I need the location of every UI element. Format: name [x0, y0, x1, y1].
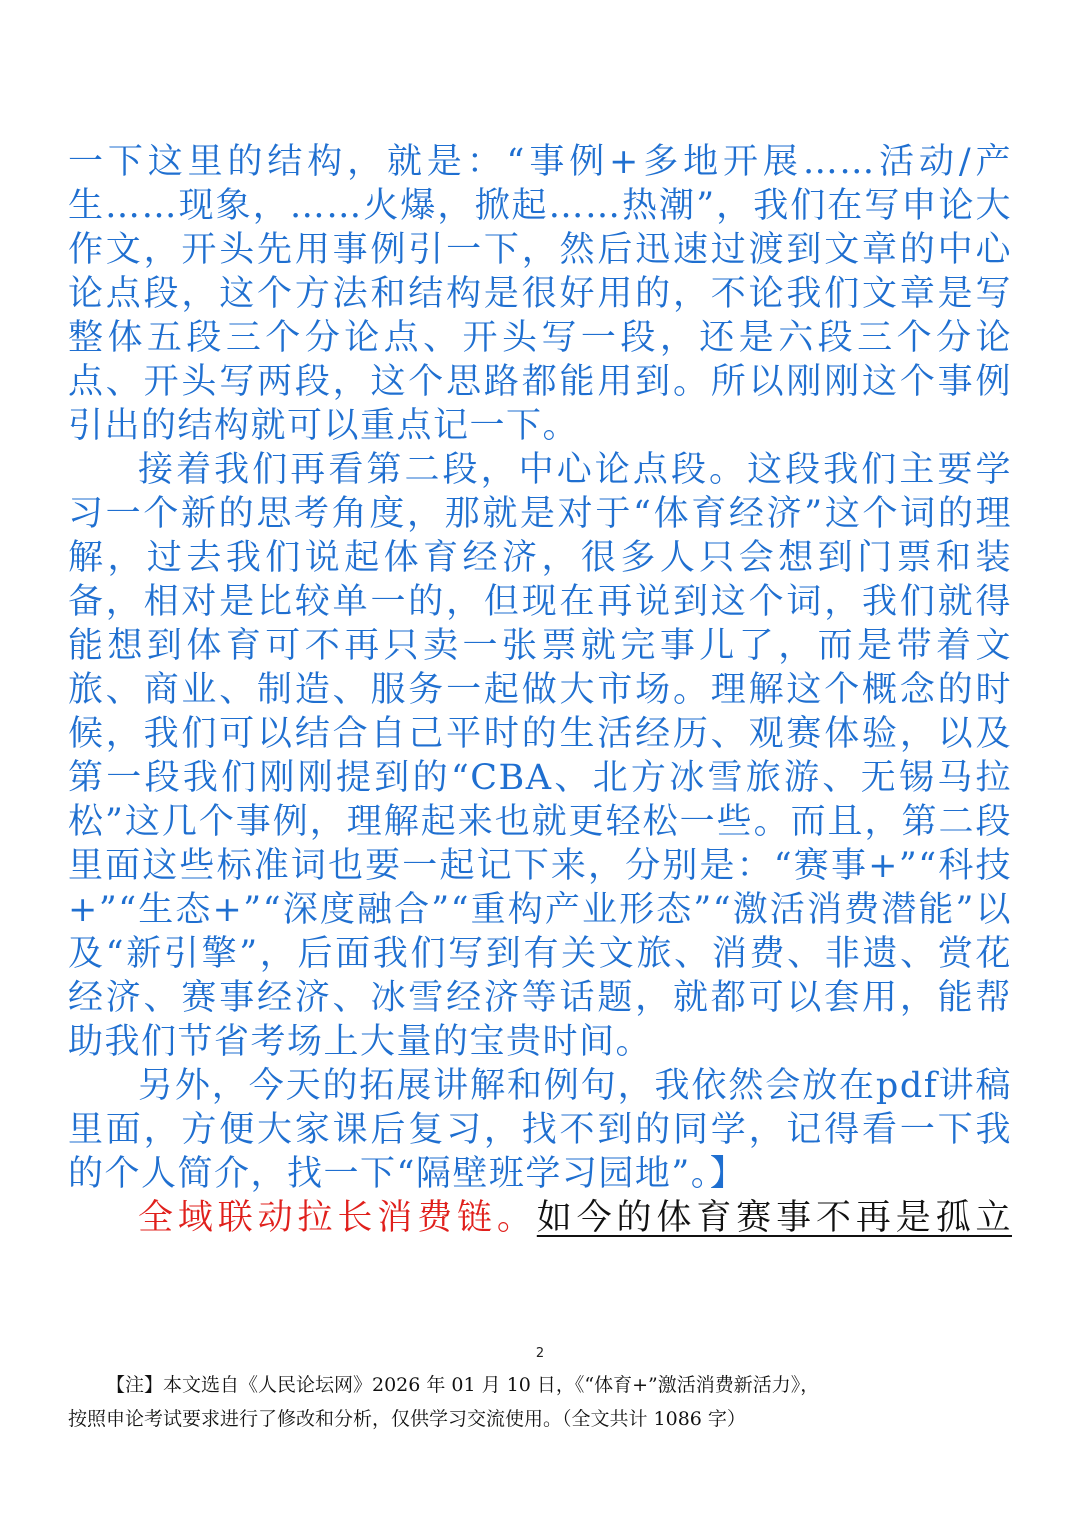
section-heading-line — [68, 1196, 1012, 1240]
paragraph-structure-note: 一下这里的结构，就是：“事例+多地开展……活动/产生……现象，……火爆，掀起……热潮”，我们在写申论大作文，开头先用事例引一下，然后迅速过渡到文章的中心论点段，这个方法和结构是很好用的，不论我们文章是写整体五段三个分论点、开头写一段，还是六段三个分论点、开头写两段，这个思路都能用到。所以刚刚这个事例引出的结构就可以重点记一下。 — [68, 142, 1012, 446]
footnote-line-2: 按照申论考试要求进行了修改和分析，仅供学习交流使用。（全文共计 1086 字） — [68, 1408, 746, 1430]
paragraph-second-section: 接着我们再看第二段，中心论点段。这段我们主要学习一个新的思考角度，那就是对于“体育经济”这个词的理解，过去我们说起体育经济，很多人只会想到门票和装备，相对是比较单一的，但现在再说到这个词，我们就得能想到体育可不再只卖一张票就完事儿了，而是带着文旅、商业、制造、服务一起做大市场。理解这个概念的时候，我们可以结合自己平时的生活经历、观赛体验，以及第一段我们刚刚提到的“CBA、北方冰雪旅游、无锡马拉松”这几个事例，理解起来也就更轻松一些。而且，第二段里面这些标准词也要一起记下来，分别是：“赛事+”“科技+”“生态+”“深度融合”“重构产业形态”“激活消费潜能”以及“新引擎”，后面我们写到有关文旅、消费、非遗、赏花经济、赛事经济、冰雪经济等话题，就都可以套用，能帮助我们节省考场上大量的宝贵时间。 — [68, 450, 1012, 1062]
section-heading-continuation: 如今的体育赛事不再是孤立 — [536, 1198, 1012, 1238]
paragraph-extension-note: 另外，今天的拓展讲解和例句，我依然会放在pdf讲稿里面，方便大家课后复习，找不到的同学，记得看一下我的个人简介，找一下“隔壁班学习园地”。】 — [68, 1066, 1012, 1194]
source-footnote — [68, 1368, 1012, 1436]
section-heading-red: 全域联动拉长消费链。 — [138, 1198, 537, 1238]
document-body — [68, 140, 1012, 1240]
page-number: 2 — [535, 1346, 545, 1361]
footnote-line-1: 【注】本文选自《人民论坛网》2026 年 01 月 10 日，《“体育+”激活消费新活力》， — [106, 1374, 820, 1396]
